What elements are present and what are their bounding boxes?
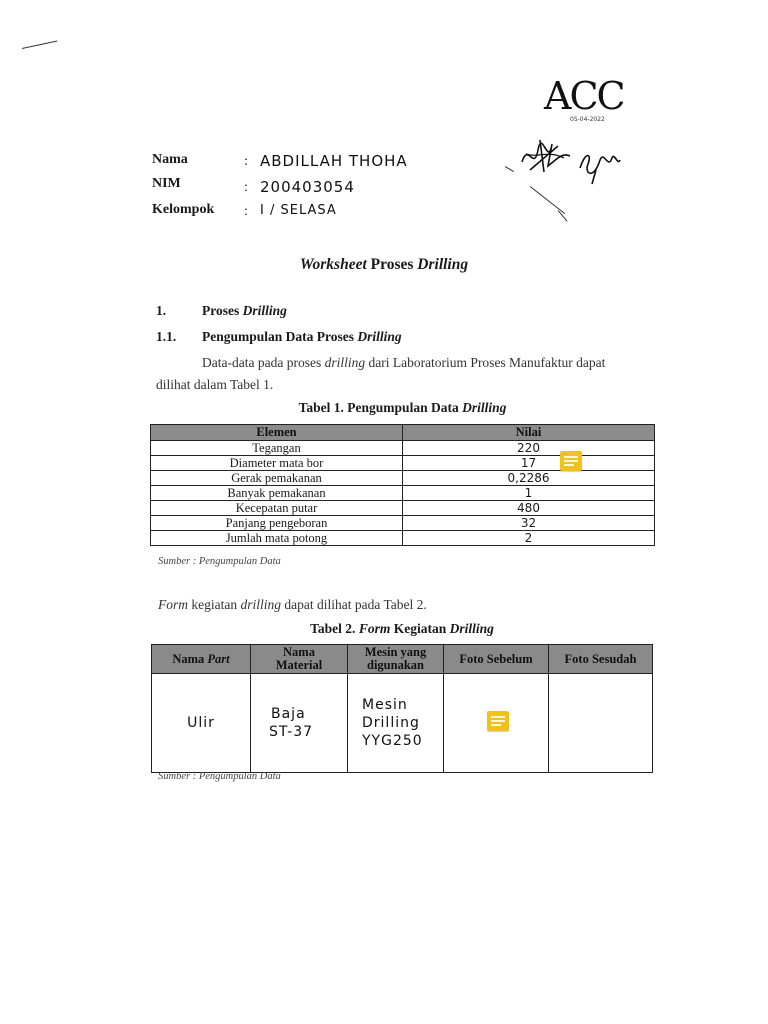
form-table [151, 644, 653, 773]
section-1-heading [202, 303, 287, 319]
table-row [152, 674, 653, 773]
table-1-caption: Tabel 1. Pengumpulan Data Drilling [298, 400, 507, 415]
cell-nilai: 480 [403, 501, 655, 516]
table-1-source: Sumber : Pengumpulan Data [158, 556, 281, 567]
column-header-elemen: Elemen [151, 425, 403, 441]
section-11-italic: Drilling [357, 329, 402, 344]
column-header-nilai: Nilai [403, 425, 655, 441]
name-colon: : [244, 154, 248, 169]
table-row [151, 501, 655, 516]
table-2-source: Sumber : Pengumpulan Data [158, 771, 281, 782]
cell-part: Ulir [152, 674, 251, 773]
name-value: ABDILLAH THOHA [260, 152, 408, 170]
section-1-number: 1. [156, 303, 167, 318]
nim-colon: : [244, 180, 248, 195]
section-1-italic: Drilling [242, 303, 287, 318]
paragraph-line-1: Data-data pada proses drilling dari Laboratorium Proses Manufaktur dapat [202, 355, 606, 370]
pen-stroke [505, 166, 514, 172]
table-row [151, 531, 655, 546]
cell-nilai: 220 [403, 441, 655, 456]
paragraph-line-2: dilihat dalam Tabel 1. [156, 377, 274, 392]
data-table [150, 424, 655, 546]
column-header-foto-sebelum: Foto Sebelum [444, 645, 549, 674]
table-row [151, 471, 655, 486]
signature-2 [574, 140, 624, 186]
cell-nilai: 32 [403, 516, 655, 531]
cell-nilai: 1 [403, 486, 655, 501]
form-paragraph: Form kegiatan drilling dapat dilihat pada Tabel 2. [158, 597, 427, 612]
section-1-text: Proses [202, 303, 240, 318]
nim-label: NIM [152, 176, 181, 191]
column-header-foto-sesudah: Foto Sesudah [549, 645, 653, 674]
column-header-nama-part: Nama Part [152, 645, 251, 674]
pen-stroke [530, 186, 566, 214]
cell-elemen: Panjang pengeboran [151, 516, 403, 531]
cell-elemen: Tegangan [151, 441, 403, 456]
group-colon: : [244, 204, 248, 219]
cell-elemen: Banyak pemakanan [151, 486, 403, 501]
table-row [151, 486, 655, 501]
sticky-note-icon[interactable] [560, 451, 582, 471]
cell-nilai: 0,2286 [403, 471, 655, 486]
pen-mark [22, 41, 58, 50]
group-value: I / SELASA [260, 203, 337, 218]
sticky-note-icon[interactable] [487, 711, 509, 731]
name-label: Nama [152, 152, 188, 167]
title-proses: Proses [370, 256, 414, 273]
cell-nilai: 17 [403, 456, 655, 471]
column-header-nama-material: Nama Material [251, 645, 348, 674]
section-11-text: Pengumpulan Data Proses [202, 329, 355, 344]
cell-foto-sesudah [549, 674, 653, 773]
approval-date: 05-04-2022 [570, 116, 605, 123]
cell-mesin: Mesin Drilling YYG250 [348, 674, 444, 773]
cell-elemen: Diameter mata bor [151, 456, 403, 471]
document-title [0, 256, 768, 274]
approval-acc: ACC [544, 74, 624, 118]
section-11-heading [202, 329, 402, 345]
title-worksheet: Worksheet [299, 256, 367, 273]
title-drilling: Drilling [417, 256, 469, 273]
table-2-caption: Tabel 2. Form Kegiatan Drilling [310, 621, 494, 636]
cell-nilai: 2 [403, 531, 655, 546]
cell-elemen: Gerak pemakanan [151, 471, 403, 486]
table-row [151, 516, 655, 531]
cell-material: Baja ST-37 [251, 674, 348, 773]
signature-1 [518, 132, 574, 182]
nim-value: 200403054 [260, 178, 355, 196]
cell-elemen: Kecepatan putar [151, 501, 403, 516]
section-11-number: 1.1. [156, 329, 177, 344]
column-header-mesin: Mesin yang digunakan [348, 645, 444, 674]
group-label: Kelompok [152, 202, 215, 217]
cell-elemen: Jumlah mata potong [151, 531, 403, 546]
